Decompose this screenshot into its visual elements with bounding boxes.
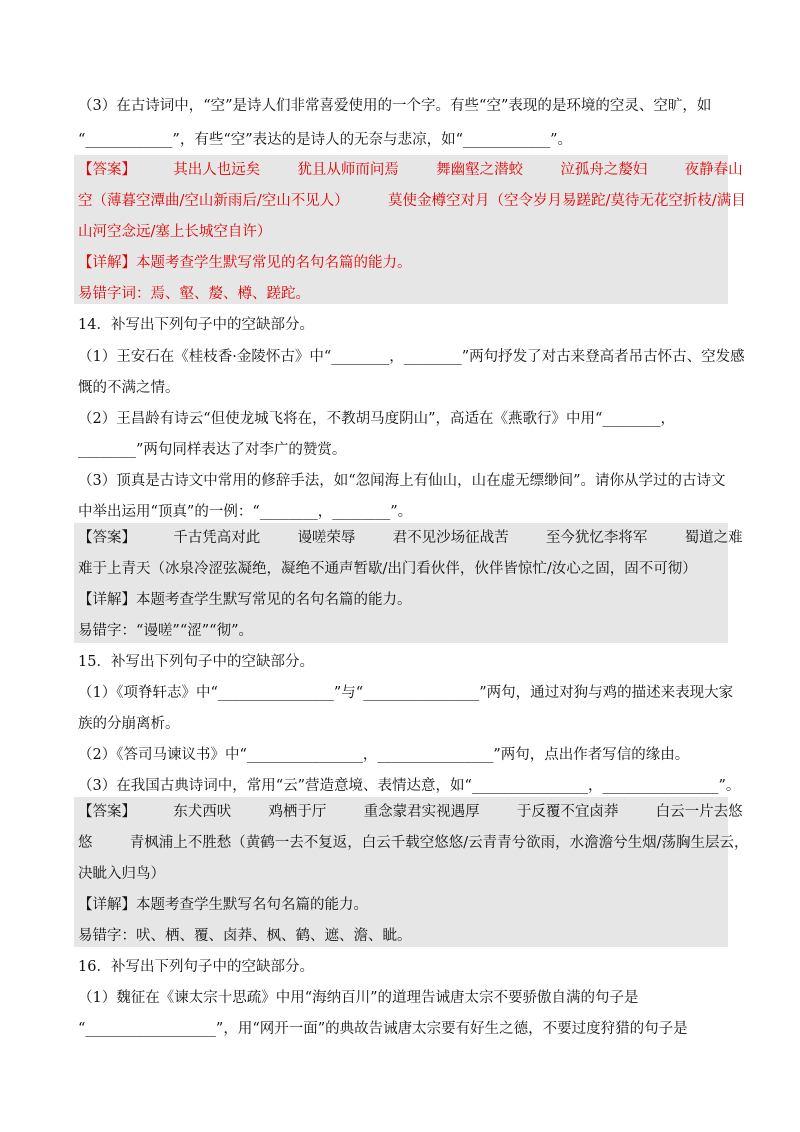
- answer-item: 君不见沙场征战苦: [392, 530, 509, 546]
- q14-part2-line1: （2）王昌龄有诗云“但使龙城飞将在，不教胡马度阴山”，高适在《燕歌行》中用“________，: [78, 411, 675, 427]
- answer-item: 泣孤舟之嫠妇: [560, 162, 648, 178]
- answer-label: 【答案】: [78, 530, 136, 546]
- detail-label: 【详解】本题考查学生默写常见的名句名篇的能力。: [78, 255, 412, 271]
- answer-item: 空（薄暮空潭曲/空山新雨后/空山不见人）: [78, 193, 349, 209]
- answer-item: 蜀道之难: [684, 530, 743, 546]
- q15-part3-line1: （3）在我国古典诗词中，常用“云”营造意境、表情达意，如“________________，________________”。: [78, 778, 741, 794]
- q15-detail: 【详解】本题考查学生默写名句名篇的能力。: [78, 897, 368, 913]
- answer-label: 【答案】: [78, 804, 136, 820]
- answer-item: 谩嗟荣辱: [297, 530, 356, 546]
- answer-item: 夜静春山: [684, 162, 743, 178]
- answer-item: 莫使金樽空对月（空令岁月易蹉跎/莫待无花空折枝/满目: [388, 193, 746, 209]
- answer-item: 青枫浦上不胜愁（黄鹤一去不复返，白云千载空悠悠/云青青兮欲雨，水澹澹兮生烟/荡胸生层云，: [129, 835, 749, 851]
- answer-item: 舞幽壑之潜蛟: [436, 162, 524, 178]
- q13-answer-line3: 山河空念远/塞上长城空自许）: [78, 224, 272, 240]
- q16-part1-line1: （1）魏征在《谏太宗十思疏》中用“海纳百川”的道理告诫唐太宗不要骄傲自满的句子是: [78, 990, 639, 1006]
- q14-errors: 易错字：“谩嗟”“涩”“彻”。: [78, 623, 253, 639]
- q16-part1-line2: “__________________”，用“网开一面”的典故告诫唐太宗要有好生之德，不要过度狩猎的句子是: [78, 1021, 688, 1037]
- q16-title: 16．补写出下列句子中的空缺部分。: [78, 959, 314, 975]
- answer-item: 重念蒙君实视遇厚: [363, 804, 480, 820]
- answer-item: 悠: [78, 835, 93, 851]
- q14-answer-line2: 难于上青天（冰泉冷涩弦凝绝，凝绝不通声暂歇/出门看伙伴，伙伴皆惊忙/汝心之固，固不可彻）: [78, 561, 697, 577]
- q14-part2-line2: ________”两句同样表达了对李广的赞赏。: [78, 442, 347, 458]
- q15-answer-line1: [78, 797, 743, 827]
- q15-title: 15．补写出下列句子中的空缺部分。: [78, 654, 314, 670]
- q13-detail: [78, 248, 728, 278]
- q15-part2-line1: （2）《答司马谏议书》中“________________，________________”两句，点出作者写信的缘由。: [78, 747, 690, 763]
- q14-part1-line1: （1）王安石在《桂枝香·金陵怀古》中“________，________”两句抒发了对古来登高者吊古怀古、空发感: [78, 349, 745, 365]
- answer-item: 其出人也远矣: [173, 162, 261, 178]
- q14-part3-line1: （3）顶真是古诗文中常用的修辞手法，如“忽闻海上有仙山，山在虚无缥缈间”。请你从学过的古诗文: [78, 473, 726, 489]
- answer-item: 至今犹忆李将军: [545, 530, 648, 546]
- q13-answer-line1: [78, 155, 743, 185]
- answer-item: 于反覆不宜卤莽: [516, 804, 619, 820]
- q13-part3-line2: “____________”，有些“空”表达的是诗人的无奈与悲凉，如“____________”。: [78, 132, 572, 148]
- q14-part1-line2: 慨的不满之情。: [78, 380, 180, 396]
- q14-detail: 【详解】本题考查学生默写常见的名句名篇的能力。: [78, 592, 412, 608]
- answer-item: 东犬西吠: [173, 804, 232, 820]
- q15-part1-line1: （1）《项脊轩志》中“________________”与“________________”两句，通过对狗与鸡的描述来表现大家: [78, 685, 734, 701]
- q14-title: 14．补写出下列句子中的空缺部分。: [78, 317, 314, 333]
- answer-item: 犹且从师而问焉: [297, 162, 399, 178]
- q14-answer-line1: [78, 523, 743, 553]
- q14-part3-line2: 中举出运用“顶真”的一例：“________，________”。: [78, 504, 413, 520]
- answer-item: 鸡栖于厅: [268, 804, 327, 820]
- q15-errors: 易错字：吠、栖、覆、卤莽、枫、鹤、遮、澹、眦。: [78, 928, 412, 944]
- q15-answer-line2: [78, 828, 749, 858]
- q13-errors: 易错字词：焉、壑、嫠、樽、蹉跎。: [78, 286, 310, 302]
- q13-answer-line2: [78, 186, 746, 216]
- q13-part3-line1: （3）在古诗词中，“空”是诗人们非常喜爱使用的一个字。有些“空”表现的是环境的空灵、空旷，如: [78, 98, 712, 114]
- answer-item: 千古凭高对此: [173, 530, 261, 546]
- q15-answer-line3: 决眦入归鸟）: [78, 866, 165, 882]
- answer-label: 【答案】: [78, 162, 136, 178]
- q15-part1-line2: 族的分崩离析。: [78, 716, 180, 732]
- answer-item: 白云一片去悠: [655, 804, 743, 820]
